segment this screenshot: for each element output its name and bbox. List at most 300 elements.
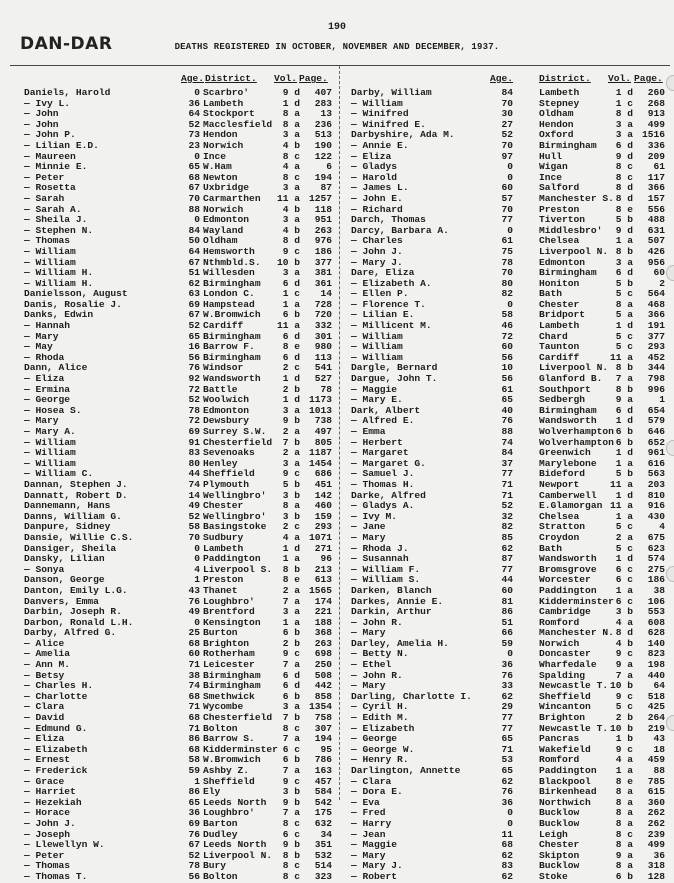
entry-age: 68 <box>501 839 513 851</box>
entry-name: — Stephen N. <box>24 224 94 236</box>
entry-page: 198 <box>647 659 665 671</box>
entry-age: 70 <box>188 531 200 543</box>
entry-age: 88 <box>188 203 200 215</box>
entry-page: 805 <box>314 436 332 448</box>
entry-vol: 1 a <box>282 298 300 310</box>
entry-vol: 6 d <box>615 267 633 279</box>
entry-district: Southport <box>539 383 591 395</box>
entry-name: — Sarah <box>24 192 65 204</box>
entry-name: Darken, Blanch <box>351 584 432 596</box>
entry-name: Daniels, Harold <box>24 87 111 98</box>
entry-page: 1516 <box>641 129 665 141</box>
entry-vol: 3 a <box>615 118 633 130</box>
entry-page: 159 <box>314 510 332 522</box>
entry-name: — Edith M. <box>351 712 409 724</box>
entry-page: 190 <box>314 139 332 151</box>
entry-page: 332 <box>314 320 332 332</box>
entry-age: 52 <box>188 510 200 522</box>
entry-vol: 7 b <box>282 436 300 448</box>
entry-age: 62 <box>188 277 200 289</box>
entry-district: Glanford B. <box>539 373 603 385</box>
entry-district: Liverpool N. <box>203 849 273 861</box>
entry-age: 57 <box>501 192 513 204</box>
entry-page: 95 <box>320 743 332 755</box>
entry-district: Uxbridge <box>203 182 250 194</box>
entry-page: 250 <box>314 659 332 671</box>
register-entry <box>347 830 674 841</box>
entry-name: — Harry <box>351 817 392 829</box>
entry-age: 73 <box>188 129 200 141</box>
entry-name: — Maggie <box>351 839 398 851</box>
entry-age: 14 <box>188 489 200 501</box>
entry-district: Macclesfield <box>203 118 273 130</box>
entry-name: Dare, Eliza <box>351 267 415 279</box>
entry-page: 442 <box>314 680 332 692</box>
register-entry <box>20 798 350 809</box>
entry-vol: 7 a <box>615 669 633 681</box>
entry-age: 49 <box>188 606 200 618</box>
entry-page: 106 <box>647 595 665 607</box>
entry-district: Bucklow <box>539 860 580 872</box>
entry-district: Kidderminster <box>539 595 614 607</box>
entry-age: 58 <box>188 521 200 533</box>
register-entry <box>347 819 674 830</box>
entry-page: 368 <box>314 627 332 639</box>
entry-district: Sheffield <box>203 775 255 787</box>
entry-vol: 8 a <box>615 298 633 310</box>
entry-name: — Mary <box>351 627 386 639</box>
entry-age: 60 <box>501 341 513 353</box>
entry-district: Tiverton <box>539 214 586 226</box>
entry-age: 71 <box>501 478 513 490</box>
entry-page: 6 <box>326 161 332 173</box>
entry-vol: 6 c <box>615 595 633 607</box>
entry-district: Thanet <box>203 584 238 596</box>
entry-age: 0 <box>194 616 200 628</box>
entry-district: Dudley <box>203 828 238 840</box>
entry-district: Middlesbro' <box>539 224 603 236</box>
entry-name: — Florence T. <box>351 298 426 310</box>
entry-district: Edmonton <box>203 404 250 416</box>
entry-page: 88 <box>653 765 665 776</box>
entry-district: Hendon <box>539 118 574 130</box>
entry-vol: 9 c <box>282 648 300 660</box>
entry-page: 556 <box>647 203 665 215</box>
entry-name: — Thomas H. <box>351 478 415 490</box>
entry-age: 84 <box>501 87 513 98</box>
entry-name: — Elizabeth <box>24 743 88 755</box>
entry-page: 632 <box>314 817 332 829</box>
entry-name: — William H. <box>24 267 94 279</box>
entry-age: 33 <box>501 680 513 692</box>
entry-district: Edmonton <box>203 214 250 226</box>
entry-page: 858 <box>314 690 332 702</box>
entry-vol: 10 b <box>609 680 633 692</box>
entry-vol: 3 b <box>615 606 633 618</box>
entry-vol: 2 b <box>282 637 300 649</box>
entry-age: 68 <box>188 637 200 649</box>
entry-vol: 7 a <box>282 807 300 819</box>
entry-name: — George <box>351 733 398 745</box>
entry-district: Edmonton <box>539 256 586 268</box>
entry-district: Taunton <box>539 341 580 353</box>
entry-vol: 6 b <box>282 627 300 639</box>
entry-district: Newcastle T. <box>539 722 609 734</box>
entry-name: — Peter <box>24 849 65 861</box>
entry-age: 58 <box>501 309 513 321</box>
entry-vol: 8 b <box>282 849 300 861</box>
entry-name: Danns, William G. <box>24 510 122 522</box>
entry-name: — Cyril H. <box>351 701 409 713</box>
entry-name: — William <box>24 447 76 459</box>
entry-age: 62 <box>501 775 513 787</box>
entry-page: 60 <box>653 267 665 279</box>
entry-age: 76 <box>188 828 200 840</box>
entry-vol: 8 e <box>615 203 633 215</box>
entry-page: 574 <box>647 553 665 565</box>
entry-name: — William F. <box>351 563 421 575</box>
entry-vol: 2 c <box>282 521 300 533</box>
entry-name: Danks, Edwin <box>24 309 94 321</box>
register-entry <box>20 332 350 343</box>
entry-name: — Emma <box>351 426 386 437</box>
entry-page: 87 <box>320 182 332 194</box>
entry-vol: 6 b <box>282 309 300 321</box>
entry-page: 1354 <box>308 701 332 713</box>
entry-vol: 8 c <box>282 722 300 734</box>
entry-district: Ely <box>203 786 221 798</box>
entry-age: 71 <box>501 743 513 755</box>
entry-district: Salford <box>539 182 580 194</box>
entry-vol: 6 d <box>282 277 300 289</box>
entry-age: 43 <box>188 584 200 596</box>
entry-vol: 8 c <box>282 860 300 872</box>
register-entry <box>20 247 350 258</box>
entry-age: 83 <box>501 860 513 872</box>
entry-page: 13 <box>320 108 332 120</box>
left-column <box>20 70 350 883</box>
entry-page: 1187 <box>308 447 332 459</box>
entry-page: 616 <box>647 457 665 469</box>
entry-age: 0 <box>507 648 513 660</box>
register-entry <box>20 162 350 173</box>
entry-district: Oldham <box>539 108 574 120</box>
entry-page: 142 <box>314 489 332 501</box>
entry-age: 36 <box>188 97 200 109</box>
entry-name: — Mary J. <box>351 256 403 268</box>
entry-vol: 1 b <box>615 733 633 745</box>
entry-name: — William <box>351 351 403 363</box>
entry-district: Wandsworth <box>203 373 261 385</box>
entry-district: Liverpool N. <box>539 362 609 374</box>
entry-vol: 2 a <box>282 447 300 459</box>
entry-page: 18 <box>653 743 665 755</box>
entry-district: London C. <box>203 288 255 300</box>
entry-page: 239 <box>647 828 665 840</box>
entry-name: — Thomas <box>24 235 71 247</box>
entry-page: 191 <box>647 320 665 332</box>
entry-district: Windsor <box>203 362 244 374</box>
entry-name: Dansiger, Sheila <box>24 542 117 554</box>
entry-name: — Sheila J. <box>24 214 88 226</box>
entry-name: — William <box>24 457 76 469</box>
entry-vol: 3 a <box>282 214 300 226</box>
entry-district: Hull <box>539 150 563 162</box>
entry-age: 61 <box>501 383 513 395</box>
entry-district: Bolton <box>203 722 238 734</box>
entry-page: 1071 <box>308 531 332 543</box>
register-entry <box>20 628 350 639</box>
entry-age: 72 <box>501 330 513 342</box>
entry-age: 0 <box>507 161 513 173</box>
entry-age: 52 <box>188 394 200 406</box>
entry-district: Lambeth <box>539 87 580 98</box>
entry-name: — William H. <box>24 277 94 289</box>
entry-page: 293 <box>314 521 332 533</box>
entry-age: 76 <box>501 669 513 681</box>
entry-vol: 8 a <box>615 807 633 819</box>
entry-name: — Thomas T. <box>24 870 88 882</box>
entry-age: 30 <box>501 108 513 120</box>
entry-vol: 2 b <box>282 383 300 395</box>
entry-vol: 6 d <box>282 680 300 692</box>
entry-age: 72 <box>188 415 200 427</box>
entry-district: Newport <box>539 478 580 490</box>
entry-page: 377 <box>314 256 332 268</box>
entry-district: Ince <box>203 150 227 162</box>
entry-name: — Mary A. <box>24 426 76 437</box>
entry-age: 76 <box>501 786 513 798</box>
entry-name: — Mary E. <box>351 394 403 406</box>
entry-name: — John R. <box>351 669 403 681</box>
entry-name: — Hosea S. <box>24 404 82 416</box>
entry-vol: 9 d <box>615 224 633 236</box>
register-entry <box>347 851 674 862</box>
entry-page: 916 <box>647 500 665 512</box>
entry-name: — Edmund G. <box>24 722 88 734</box>
entry-vol: 8 b <box>615 383 633 395</box>
entry-name: — Eliza <box>24 733 65 745</box>
entry-district: Lambeth <box>203 542 244 554</box>
entry-district: Oldham <box>203 235 238 247</box>
entry-vol: 8 b <box>615 362 633 374</box>
entry-district: Wellingbro' <box>203 510 267 522</box>
entry-page: 34 <box>320 828 332 840</box>
entry-vol: 8 a <box>282 118 300 130</box>
entry-name: — Charles <box>351 235 403 247</box>
entry-age: 77 <box>501 722 513 734</box>
entry-district: Bath <box>539 288 563 300</box>
entry-name: — Eliza <box>351 150 392 162</box>
entry-vol: 8 d <box>615 108 633 120</box>
entry-age: 84 <box>188 224 200 236</box>
entry-vol: 6 c <box>615 563 633 575</box>
entry-name: — Sonya <box>24 563 65 575</box>
entry-vol: 8 c <box>282 171 300 183</box>
entry-page: 186 <box>314 245 332 257</box>
entry-vol: 5 c <box>615 330 633 342</box>
register-entry <box>20 872 350 883</box>
entry-district: Dewsbury <box>203 415 250 427</box>
entry-name: Darling, Charlotte I. <box>351 690 472 702</box>
entry-age: 68 <box>188 712 200 724</box>
entry-vol: 8 c <box>615 171 633 183</box>
entry-district: Chard <box>539 330 568 342</box>
entry-district: Paddington <box>203 553 261 565</box>
entry-district: Rotherham <box>203 648 255 660</box>
entry-age: 59 <box>501 637 513 649</box>
entry-age: 84 <box>501 447 513 459</box>
entry-page: 553 <box>647 606 665 618</box>
entry-age: 72 <box>188 383 200 395</box>
entry-page: 318 <box>647 860 665 872</box>
entry-page: 407 <box>314 87 332 98</box>
entry-age: 65 <box>188 330 200 342</box>
entry-vol: 4 b <box>615 637 633 649</box>
entry-district: Bromsgrove <box>539 563 597 575</box>
entry-age: 68 <box>188 690 200 702</box>
entry-page: 513 <box>314 129 332 141</box>
entry-vol: 6 d <box>282 351 300 363</box>
entry-age: 64 <box>188 245 200 257</box>
entry-age: 67 <box>188 182 200 194</box>
entry-vol: 5 c <box>615 521 633 533</box>
entry-page: 1013 <box>308 404 332 416</box>
entry-district: Woolwich <box>203 394 250 406</box>
entry-page: 186 <box>647 574 665 586</box>
entry-page: 686 <box>314 468 332 480</box>
entry-vol: 2 a <box>282 426 300 437</box>
entry-vol: 5 c <box>615 341 633 353</box>
entry-district: Sheffield <box>203 468 255 480</box>
entry-vol: 4 a <box>282 531 300 543</box>
section-code: DAN-DAR <box>20 34 113 54</box>
entry-page: 532 <box>314 849 332 861</box>
entry-district: Wolverhampton <box>539 436 614 448</box>
entry-age: 0 <box>507 817 513 829</box>
entry-district: Birmingham <box>203 330 261 342</box>
entry-name: — Ernest <box>24 754 71 766</box>
entry-vol: 9 a <box>615 849 633 861</box>
entry-district: Leeds North <box>203 796 267 808</box>
entry-page: 113 <box>314 351 332 363</box>
entry-district: Paddington <box>539 584 597 596</box>
entry-vol: 3 a <box>282 606 300 618</box>
entry-name: — Richard <box>351 203 403 215</box>
header-vol: Vol. <box>274 73 298 84</box>
entry-name: — John <box>24 118 59 130</box>
entry-page: 542 <box>314 796 332 808</box>
header-district: District. <box>205 73 257 84</box>
entry-district: Camberwell <box>539 489 597 501</box>
entry-age: 51 <box>501 616 513 628</box>
entry-page: 488 <box>647 214 665 226</box>
entry-age: 32 <box>501 510 513 522</box>
entry-vol: 3 a <box>282 129 300 141</box>
entry-page: 344 <box>647 362 665 374</box>
entry-age: 70 <box>501 97 513 109</box>
entry-age: 65 <box>188 796 200 808</box>
entry-age: 0 <box>194 87 200 98</box>
entry-page: 468 <box>647 298 665 310</box>
entry-vol: 11 a <box>609 351 633 363</box>
entry-page: 579 <box>647 415 665 427</box>
entry-age: 52 <box>188 320 200 332</box>
entry-age: 52 <box>188 118 200 130</box>
entry-district: Wandsworth <box>539 415 597 427</box>
entry-vol: 4 a <box>615 616 633 628</box>
entry-page: 14 <box>320 288 332 300</box>
entry-vol: 9 b <box>282 796 300 808</box>
entry-district: Sudbury <box>203 531 244 543</box>
register-entry <box>20 342 350 353</box>
entry-name: — Mary <box>351 680 386 692</box>
entry-page: 1565 <box>308 584 332 596</box>
entry-page: 430 <box>647 510 665 522</box>
entry-page: 631 <box>647 224 665 236</box>
entry-vol: 5 b <box>615 468 633 480</box>
entry-age: 83 <box>188 447 200 459</box>
entry-name: — Sarah A. <box>24 203 82 215</box>
entry-name: — William <box>24 436 76 448</box>
entry-page: 460 <box>314 500 332 512</box>
entry-district: Wakefield <box>539 743 591 755</box>
entry-name: — James L. <box>351 182 409 194</box>
entry-name: — Winifred E. <box>351 118 426 130</box>
entry-district: E.Glamorgan <box>539 500 603 512</box>
entry-age: 68 <box>188 171 200 183</box>
entry-age: 80 <box>501 277 513 289</box>
entry-page: 785 <box>647 775 665 787</box>
entry-vol: 3 a <box>282 457 300 469</box>
entry-vol: 3 a <box>282 267 300 279</box>
entry-age: 66 <box>501 627 513 639</box>
entry-age: 51 <box>188 267 200 279</box>
entry-page: 283 <box>314 97 332 109</box>
entry-district: Brentford <box>203 606 255 618</box>
entry-name: Darbin, Joseph R. <box>24 606 122 618</box>
entry-page: 623 <box>647 542 665 554</box>
entry-name: Dansky, Lilian <box>24 553 105 565</box>
register-entry <box>347 861 674 872</box>
entry-vol: 9 d <box>615 150 633 162</box>
left-column-header <box>20 70 350 88</box>
entry-district: Ince <box>539 171 563 183</box>
entry-district: Plymouth <box>203 478 250 490</box>
entry-age: 86 <box>501 606 513 618</box>
entry-page: 194 <box>314 733 332 745</box>
entry-age: 65 <box>501 733 513 745</box>
entry-name: Dansie, Willie C.S. <box>24 531 134 543</box>
header-rule <box>10 65 670 66</box>
entry-district: Bury <box>203 860 227 872</box>
entry-age: 65 <box>501 394 513 406</box>
entry-age: 77 <box>501 214 513 226</box>
entry-page: 980 <box>314 341 332 353</box>
entry-vol: 1 a <box>282 616 300 628</box>
register-entry <box>20 533 350 544</box>
entry-name: Dark, Albert <box>351 404 421 416</box>
entry-page: 996 <box>647 383 665 395</box>
entry-vol: 5 a <box>615 309 633 321</box>
entry-age: 0 <box>507 171 513 183</box>
entry-page: 514 <box>314 860 332 872</box>
entry-vol: 9 c <box>282 245 300 257</box>
entry-age: 76 <box>501 415 513 427</box>
entry-page: 268 <box>647 97 665 109</box>
entry-name: Darch, Thomas <box>351 214 426 226</box>
entry-vol: 1 a <box>615 765 633 776</box>
